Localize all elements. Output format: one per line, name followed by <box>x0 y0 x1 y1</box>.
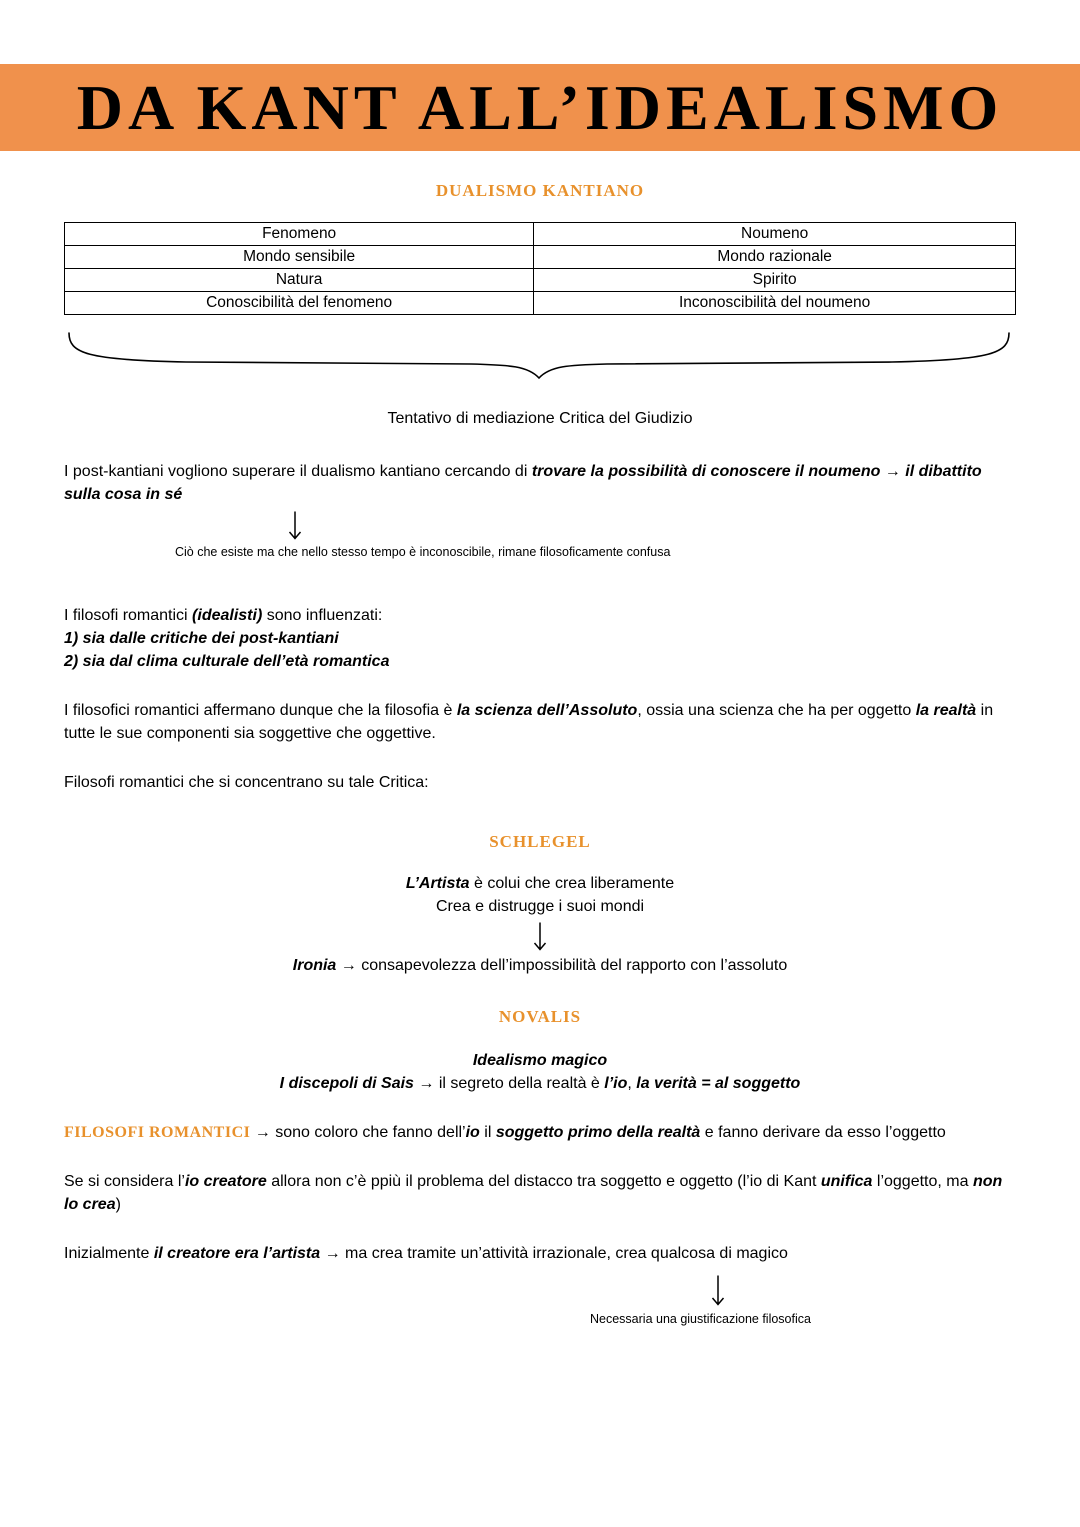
text-run: io creatore <box>184 1173 267 1190</box>
text-run: non lo crea <box>64 1173 1003 1213</box>
schlegel-line-ironia <box>64 954 1016 977</box>
heading-novalis: NOVALIS <box>498 1007 582 1026</box>
table-cell-inconoscibilita: Inconoscibilità del noumeno <box>534 292 1016 315</box>
table-cell-fenomeno: Fenomeno <box>65 223 534 246</box>
down-arrow-icon <box>287 511 1016 541</box>
table-row <box>65 223 1016 246</box>
text-run: la verità = al soggetto <box>636 1075 801 1092</box>
text-run: ma crea tramite un’attività irrazionale, crea qualcosa di magico <box>345 1245 788 1262</box>
table-cell-conoscibilita: Conoscibilità del fenomeno <box>65 292 534 315</box>
text-run: ) <box>115 1196 121 1213</box>
text-run: trovare la possibilità di conoscere il noumeno <box>531 463 881 480</box>
paragraph-filosofi-romantici <box>64 1121 1016 1144</box>
text-run: I filosofici romantici affermano dunque che la filosofia è <box>64 702 457 719</box>
table-row <box>65 269 1016 292</box>
heading-dualismo-kantiano: DUALISMO KANTIANO <box>435 181 645 200</box>
table-cell-mondo-sensibile: Mondo sensibile <box>65 246 534 269</box>
text-run: I discepoli di Sais <box>279 1075 414 1092</box>
fenomeno-noumeno-table <box>64 222 1016 315</box>
text-run: I post-kantiani vogliono superare il dualismo kantiano cercando di <box>64 463 532 480</box>
text-run: consapevolezza dell’impossibilità del rapporto con l’assoluto <box>361 957 788 974</box>
text-run: sono coloro che fanno dell’ <box>275 1124 466 1141</box>
paragraph-creatore-artista <box>64 1242 1016 1265</box>
text-run: L’Artista <box>405 875 470 892</box>
influenze-item-1: 1) sia dalle critiche dei post-kantiani <box>64 630 339 647</box>
note-giustificazione: Necessaria una giustificazione filosofica <box>590 1312 811 1326</box>
paragraph-focus-critica: Filosofi romantici che si concentrano su tale Critica: <box>64 774 429 791</box>
paragraph-scienza-assoluto <box>64 699 1016 745</box>
document-title: DA KANT ALL’IDEALISMO <box>76 71 1004 143</box>
influenze-intro <box>64 604 1016 627</box>
text-run: → <box>320 1245 346 1262</box>
curly-brace <box>64 331 1016 381</box>
table-row <box>65 246 1016 269</box>
text-run: (idealisti) <box>192 607 263 624</box>
text-run: l’oggetto, ma <box>872 1173 973 1190</box>
schlegel-block <box>64 872 1016 977</box>
heading-schlegel: SCHLEGEL <box>489 832 591 851</box>
text-run: la realtà <box>915 702 977 719</box>
table-cell-natura: Natura <box>65 269 534 292</box>
note-inconoscibile: Ciò che esiste ma che nello stesso tempo è inconoscibile, rimane filosoficamente confusa <box>175 545 671 559</box>
text-run: unifica <box>820 1173 873 1190</box>
novalis-discepoli <box>64 1072 1016 1095</box>
text-run: Se si considera l’ <box>64 1173 185 1190</box>
down-arrow-icon <box>710 1275 1016 1307</box>
title-banner <box>0 64 1080 151</box>
document-body <box>0 181 1080 1327</box>
text-run: FILOSOFI ROMANTICI <box>64 1124 251 1141</box>
text-run: è colui che crea liberamente <box>469 875 675 892</box>
table-cell-noumeno: Noumeno <box>534 223 1016 246</box>
text-run: Inizialmente <box>64 1245 154 1262</box>
paragraph-postkantiani <box>64 460 1016 506</box>
text-run: in tutte le sue componenti sia soggettive che oggettive. <box>64 702 994 742</box>
novalis-block <box>64 1049 1016 1095</box>
paragraph-influenze <box>64 604 1016 673</box>
table-cell-spirito: Spirito <box>534 269 1016 292</box>
text-run: → <box>413 1075 439 1092</box>
text-run: il segreto della realtà è <box>438 1075 605 1092</box>
text-run: il dibattito sulla cosa in sé <box>64 463 982 503</box>
text-run: → <box>336 957 362 974</box>
text-run: l’io <box>604 1075 628 1092</box>
text-run: sono influenzati: <box>262 607 383 624</box>
paragraph-io-creatore <box>64 1170 1016 1216</box>
schlegel-line-crea: Crea e distrugge i suoi mondi <box>435 898 645 915</box>
text-run: e fanno derivare da esso l’oggetto <box>700 1124 946 1141</box>
mediazione-caption: Tentativo di mediazione Critica del Giudizio <box>387 410 693 427</box>
text-run: , <box>627 1075 637 1092</box>
text-run: I filosofi romantici <box>64 607 193 624</box>
influenze-item-2: 2) sia dal clima culturale dell’età romantica <box>64 653 390 670</box>
text-run: soggetto primo della realtà <box>495 1124 701 1141</box>
text-run: io <box>465 1124 480 1141</box>
table-cell-mondo-razionale: Mondo razionale <box>534 246 1016 269</box>
text-run: → <box>250 1124 276 1141</box>
schlegel-line-artista <box>64 872 1016 895</box>
text-run: la scienza dell’Assoluto <box>456 702 638 719</box>
table-row <box>65 292 1016 315</box>
text-run: → <box>880 463 906 480</box>
text-run: allora non c’è ppiù il problema del distacco tra soggetto e oggetto (l’io di Kant <box>266 1173 821 1190</box>
text-run: il creatore era l’artista <box>153 1245 321 1262</box>
text-run: il <box>479 1124 496 1141</box>
novalis-idealismo-magico: Idealismo magico <box>472 1052 608 1069</box>
text-run: Ironia <box>292 957 337 974</box>
text-run: , ossia una scienza che ha per oggetto <box>637 702 916 719</box>
down-arrow-icon <box>64 922 1016 952</box>
